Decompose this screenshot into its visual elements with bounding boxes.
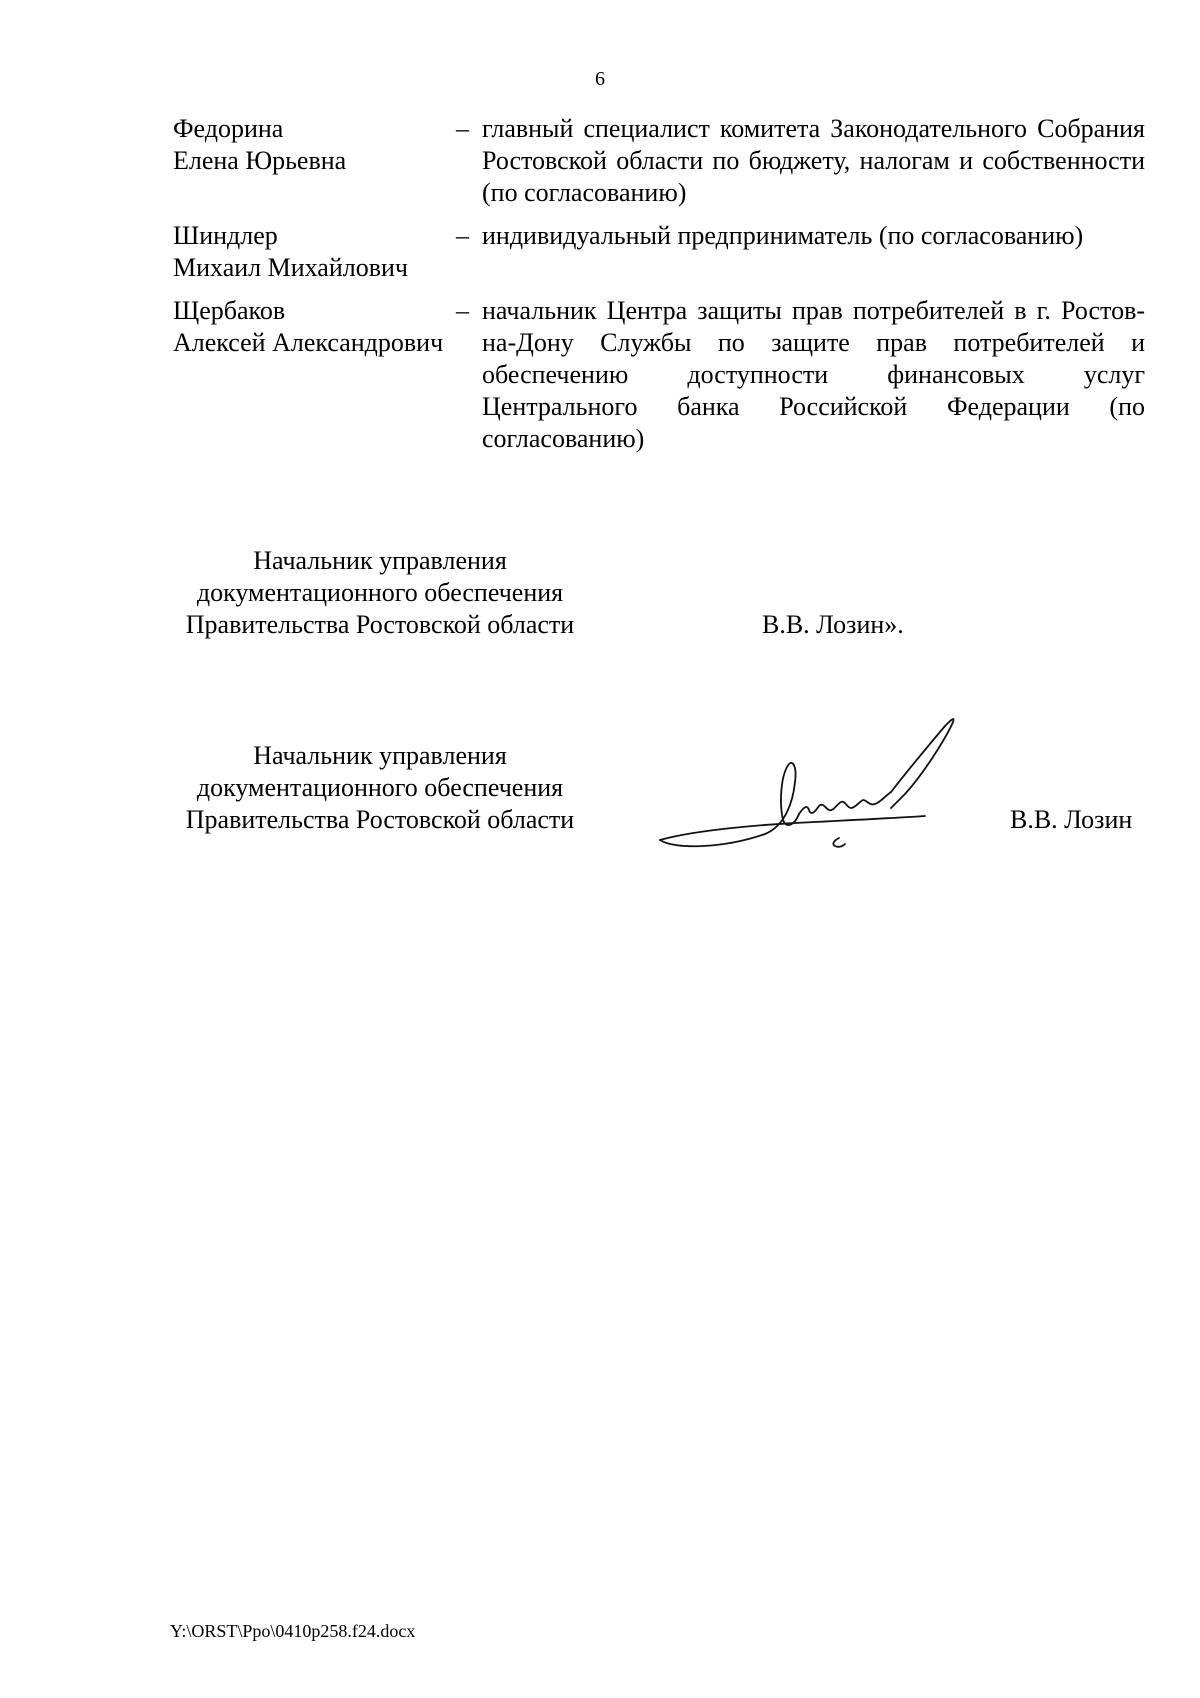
signatory-position xyxy=(170,740,590,836)
member-surname: Шиндлер xyxy=(173,221,278,250)
member-role-line: Собрания Ростовской области по бюджету, налогам xyxy=(482,114,1146,175)
member-name xyxy=(173,113,456,209)
member-role-line: в г. Ростов-на-Дону Службы по защите прав xyxy=(482,296,1145,357)
member-role-line: начальник Центра защиты прав потребителей xyxy=(482,296,1005,325)
signatory-position-line: Правительства Ростовской области xyxy=(185,805,575,834)
member-surname: Федорина xyxy=(173,114,284,143)
member-role-line: и собственности (по согласованию) xyxy=(482,146,1145,207)
member-name xyxy=(173,295,456,455)
signatory-position-line: Правительства Ростовской области xyxy=(185,610,575,639)
member-dash: – xyxy=(456,296,469,325)
signatory-position-line: документационного обеспечения xyxy=(196,578,564,607)
page-number: 6 xyxy=(595,68,605,90)
signatory-position-line: Начальник управления xyxy=(253,546,507,575)
document-file-path: Y:\ORST\Ppo\0410p258.f24.docx xyxy=(170,1621,416,1641)
member-role xyxy=(482,295,1145,455)
member-dash: – xyxy=(456,114,469,143)
signatory-position-line: Начальник управления xyxy=(253,741,507,770)
member-role-line: финансовых услуг Центрального банка Российской xyxy=(482,360,1146,421)
signatory-name: В.В. Лозин xyxy=(1010,805,1133,834)
member-entry xyxy=(173,113,1145,209)
signatory-position-line: документационного обеспечения xyxy=(196,773,564,802)
member-role-line: потребителей и обеспечению доступности xyxy=(482,328,1145,389)
signatory-name: В.В. Лозин». xyxy=(762,610,904,639)
member-role-line: Федерации (по согласованию) xyxy=(482,392,1145,453)
member-entry xyxy=(173,220,1145,284)
member-given-names: Михаил Михайлович xyxy=(173,253,409,282)
member-role xyxy=(482,113,1145,209)
member-role-line: индивидуальный предприниматель (по согласованию) xyxy=(482,221,1084,250)
member-name xyxy=(173,220,456,284)
member-list xyxy=(173,113,1145,466)
member-given-names: Елена Юрьевна xyxy=(173,146,347,175)
signature-block-first xyxy=(170,545,590,641)
member-role xyxy=(482,220,1145,284)
signature-block-second xyxy=(170,740,590,836)
signatory-position xyxy=(170,545,590,641)
member-entry xyxy=(173,295,1145,455)
member-given-names: Алексей Александрович xyxy=(173,328,444,357)
handwritten-signature xyxy=(655,712,985,862)
member-dash: – xyxy=(456,221,469,250)
member-role-line: главный специалист комитета Законодательного xyxy=(482,114,1028,143)
member-surname: Щербаков xyxy=(173,296,286,325)
